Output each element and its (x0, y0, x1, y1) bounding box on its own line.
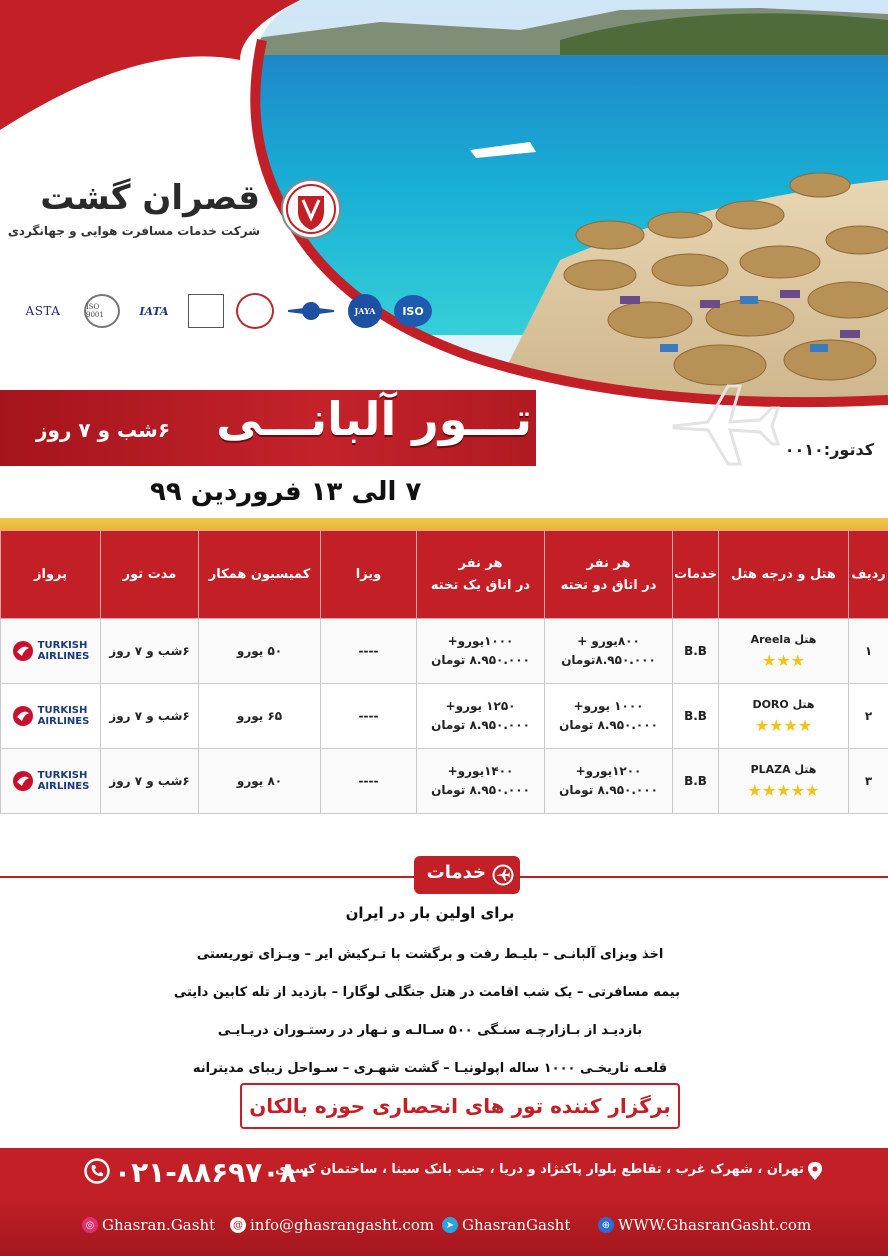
double-price-toman: ۸.۹۵۰.۰۰۰ تومان (559, 783, 658, 797)
double-room-price (545, 684, 673, 749)
services-item: اخذ ویزای آلبانـی – بلیـط رفت و برگشت با تـرکیش ایر – ویـزای توریستی (196, 947, 664, 962)
table-row (1, 749, 888, 814)
telegram-link[interactable] (442, 1216, 570, 1234)
hotel-label: Areela (750, 633, 791, 646)
turkish-airlines-logo (1, 640, 100, 662)
double-price-euro: ۱۲۰۰یورو+ (575, 764, 642, 778)
turkish-airlines-icon (12, 640, 34, 662)
flight-cell (1, 749, 101, 814)
services-list (173, 904, 680, 1088)
services-badge (414, 856, 520, 894)
brand-subtitle: شرکت خدمات مسافرت هوایی و جهانگردی (7, 224, 260, 238)
table-row (1, 684, 888, 749)
hotel-name (719, 760, 848, 779)
row-number: ۳ (849, 749, 888, 814)
visa-cell: ---- (321, 684, 417, 749)
row-number: ۱ (849, 619, 888, 684)
email-icon: @ (230, 1217, 246, 1233)
hotel-label: PLAZA (750, 763, 791, 776)
service-cell: B.B (673, 749, 719, 814)
header-flight: پرواز (1, 531, 101, 619)
instagram-icon: ◎ (82, 1217, 98, 1233)
single-price-toman: ۸.۹۵۰.۰۰۰ تومان (431, 653, 530, 667)
tour-title: تـــور آلبانـــی (216, 392, 532, 446)
hotel-name (719, 695, 848, 714)
header-duration: مدت تور (101, 531, 199, 619)
hotel-prefix: هتل (794, 633, 817, 646)
header-services: خدمات (673, 531, 719, 619)
double-room-price (545, 619, 673, 684)
tour-duration: ۶شب و ۷ روز (36, 418, 171, 442)
airplane-circle-icon (492, 864, 514, 886)
tour-code: کدتور:۰۰۱۰ (784, 440, 874, 459)
turkish-airlines-logo (1, 705, 100, 727)
jaya-logo: JAYA (348, 294, 382, 328)
services-item: قلعـه تاریخـی ۱۰۰۰ ساله اپولونیـا – گشت شهـری – سـواحل زیبای مدیترانه (192, 1061, 668, 1076)
footer (0, 1148, 888, 1256)
exclusive-banner (240, 1083, 680, 1129)
hotel-cell (719, 684, 849, 749)
header-double-room: هر نفر در اتاق دو تخته (545, 531, 673, 619)
price-table (0, 530, 888, 814)
single-price-toman: ۸.۹۵۰.۰۰۰ تومان (431, 783, 530, 797)
hotel-prefix: هتل (794, 763, 817, 776)
double-room-price (545, 749, 673, 814)
services-intro: برای اولین بار در ایران (345, 904, 515, 922)
hotel-stars: ★★★★ (754, 716, 813, 735)
shield-emblem-icon (280, 178, 342, 240)
location-pin-icon (808, 1162, 822, 1180)
turkish-airlines-icon (12, 770, 34, 792)
hotel-stars: ★★★★★ (747, 781, 820, 800)
footer-contact-row (0, 1148, 888, 1194)
double-price-euro: ۱۰۰۰ یورو+ (573, 699, 644, 713)
row-number: ۲ (849, 684, 888, 749)
yellow-divider (0, 518, 888, 530)
single-room-price (417, 619, 545, 684)
service-cell: B.B (673, 619, 719, 684)
single-room-price (417, 749, 545, 814)
tourism-organization-logo (188, 294, 224, 328)
visa-cell: ---- (321, 619, 417, 684)
turkish-airlines-icon (12, 705, 34, 727)
email-address: info@ghasrangasht.com (250, 1216, 435, 1234)
airline-line1: TURKISH (37, 705, 88, 716)
airline-line2: AIRLINES (37, 781, 90, 792)
brand-name: قصران گشت (40, 178, 260, 218)
hotel-label: DORO (752, 698, 789, 711)
website-url: WWW.GhasranGasht.com (618, 1216, 812, 1234)
duration-cell: ۶شب و ۷ روز (101, 619, 199, 684)
double-price-toman: ۸.۹۵۰.۰۰۰ تومان (559, 718, 658, 732)
airline-line2: AIRLINES (37, 651, 90, 662)
services-item: بازدیـد از بـازارچـه سنـگی ۵۰۰ سـالـه و نـهار در رستـوران دریـایـی (217, 1023, 643, 1038)
single-price-toman: ۸.۹۵۰.۰۰۰ تومان (431, 718, 530, 732)
table-header-row (1, 531, 888, 619)
asta-logo: ASTA (25, 304, 61, 318)
flight-cell (1, 684, 101, 749)
iso-logo: ISO (394, 295, 432, 327)
single-price-euro: ۱۲۵۰ یورو+ (445, 699, 516, 713)
services-badge-label: خدمات (426, 862, 486, 883)
instagram-link[interactable] (82, 1216, 215, 1234)
single-price-euro: ۱۴۰۰یورو+ (447, 764, 514, 778)
airline-line2: AIRLINES (37, 716, 90, 727)
header-hotel: هتل و درجه هتل (719, 531, 849, 619)
hotel-cell (719, 619, 849, 684)
single-room-price (417, 684, 545, 749)
certification-logos (14, 292, 434, 330)
phone-number[interactable]: ۰۲۱-۸۸۶۹۷۰۸۰ (114, 1156, 314, 1189)
service-cell: B.B (673, 684, 719, 749)
airline-line1: TURKISH (37, 770, 88, 781)
hotel-cell (719, 749, 849, 814)
exclusive-text: برگزار کننده تور های انحصاری حوزه بالکان (249, 1094, 671, 1118)
footer-social-row (0, 1198, 888, 1256)
hero-banner (0, 0, 888, 420)
national-emblem-logo (236, 293, 274, 329)
commission-cell: ۶۵ یورو (199, 684, 321, 749)
table-row (1, 619, 888, 684)
iata-logo: IATA (139, 304, 169, 318)
telegram-icon: ➤ (442, 1217, 458, 1233)
iso-9001-logo: ISO 9001 (84, 294, 120, 328)
globe-icon: ⊕ (598, 1217, 614, 1233)
flight-cell (1, 619, 101, 684)
header-row-number: ردیف (849, 531, 888, 619)
duration-cell: ۶شب و ۷ روز (101, 684, 199, 749)
header-commission: کمیسیون همکار (199, 531, 321, 619)
instagram-handle: Ghasran.Gasht (102, 1216, 216, 1234)
hotel-stars: ★★★ (761, 651, 806, 670)
header-single-room: هر نفر در اتاق یک تخته (417, 531, 545, 619)
airplane-outline-icon (668, 378, 780, 466)
commission-cell: ۸۰ یورو (199, 749, 321, 814)
website-link[interactable] (598, 1216, 811, 1234)
visa-cell: ---- (321, 749, 417, 814)
turkish-airlines-logo (1, 770, 100, 792)
email-link[interactable] (230, 1216, 434, 1234)
airline-line1: TURKISH (37, 640, 88, 651)
civil-aviation-wings-logo (286, 296, 336, 326)
commission-cell: ۵۰ یورو (199, 619, 321, 684)
double-price-euro: ۸۰۰یورو + (577, 634, 640, 648)
tour-dates: ۷ الی ۱۳ فروردین ۹۹ (150, 477, 422, 507)
address: تهران ، شهرک غرب ، تقاطع بلوار پاکنژاد و دریا ، جنب بانک سینا ، ساختمان کسری (275, 1162, 804, 1177)
duration-cell: ۶شب و ۷ روز (101, 749, 199, 814)
services-item: بیمه مسافرتی – یک شب اقامت در هتل جنگلی لوگارا – بازدید از تله کابین دایتی (173, 985, 680, 1000)
header-visa: ویزا (321, 531, 417, 619)
company-logo (7, 172, 348, 252)
single-price-euro: ۱۰۰۰یورو+ (447, 634, 514, 648)
hotel-name (719, 630, 848, 649)
phone-icon (84, 1158, 110, 1184)
telegram-handle: GhasranGasht (462, 1216, 571, 1234)
hotel-prefix: هتل (792, 698, 815, 711)
double-price-toman: ۸.۹۵۰.۰۰۰تومان (561, 653, 656, 667)
